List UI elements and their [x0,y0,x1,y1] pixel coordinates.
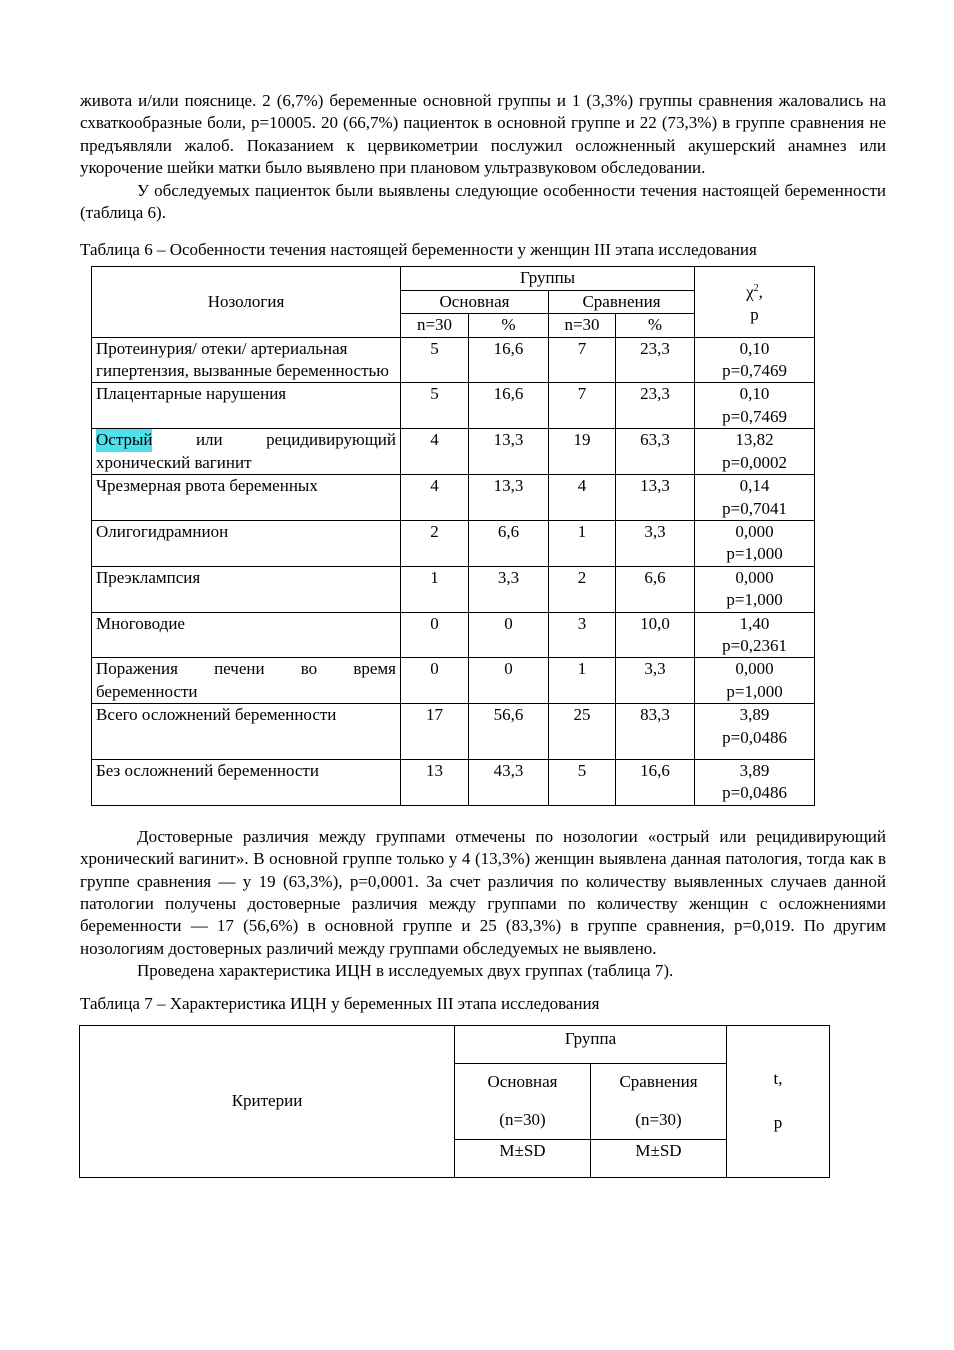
row-pct-comp: 10,0 [616,612,695,658]
table6-caption: Таблица 6 – Особенности течения настоящей беременности у женщин III этапа исследования [80,240,757,260]
row-nozology: Чрезмерная рвота беременных [92,475,401,521]
table-row [92,566,815,612]
row-chi-value: 3,89 [739,705,770,725]
row-n-main: 5 [401,337,469,383]
row-nozology-word: рецидивирующий [266,430,396,450]
row-chi-value: 0,000 [735,521,774,541]
row-n-main: 0 [401,612,469,658]
row-pct-main: 3,3 [469,566,549,612]
row-pct-comp: 63,3 [616,429,695,475]
row-nozology [92,658,401,704]
row-nozology-line1: Поражения печени во время [96,659,396,679]
table6-header-chi [695,267,815,337]
row-chi-value: 0,10 [739,338,770,358]
table6-header-pct-comp: % [616,314,695,337]
table7-header-group: Группа [455,1025,727,1063]
row-chi [695,520,815,566]
row-p-value: p=0,0486 [722,727,787,747]
row-pct-comp: 3,3 [616,520,695,566]
row-n-main: 5 [401,383,469,429]
row-nozology-word: или [195,430,223,450]
row-n-comp: 7 [549,383,616,429]
row-nozology: Олигогидрамнион [92,520,401,566]
row-nozology: Без осложнений беременности [92,759,401,805]
table-row [92,658,815,704]
row-p-value: p=0,7469 [722,406,787,426]
row-pct-comp: 83,3 [616,704,695,760]
row-chi-value: 1,40 [739,613,770,633]
row-chi-value: 0,10 [739,384,770,404]
row-n-main: 4 [401,475,469,521]
row-nozology: Протеинурия/ отеки/ артериальная гипертензия, вызванные беременностью [92,337,401,383]
row-n-comp: 3 [549,612,616,658]
table6-header-main: Основная [401,290,549,313]
table7-header-criteria: Критерии [80,1025,455,1177]
highlighted-word: Острый [96,429,152,451]
row-pct-comp: 6,6 [616,566,695,612]
row-pct-main: 16,6 [469,337,549,383]
row-pct-comp: 16,6 [616,759,695,805]
row-chi [695,612,815,658]
row-pct-comp: 13,3 [616,475,695,521]
table7-t-label: t, [773,1068,783,1088]
row-chi [695,658,815,704]
table7-caption: Таблица 7 – Характеристика ИЦН у беременных III этапа исследования [80,993,600,1013]
row-pct-main: 6,6 [469,520,549,566]
table-row [92,704,815,760]
document-page [80,90,886,1178]
row-p-value: p=0,0486 [722,783,787,803]
intro-paragraph-2: У обследуемых пациенток были выявлены следующие особенности течения настоящей беременности (таблица 6). [80,180,886,223]
row-pct-comp: 23,3 [616,337,695,383]
table6-header-n-comp: n=30 [549,314,616,337]
row-pct-main: 13,3 [469,429,549,475]
row-nozology [92,429,401,475]
row-n-comp: 1 [549,520,616,566]
row-pct-main: 16,6 [469,383,549,429]
row-n-comp: 1 [549,658,616,704]
row-n-main: 2 [401,520,469,566]
row-p-value: p=1,000 [726,590,783,610]
row-pct-main: 56,6 [469,704,549,760]
table7-p-label: p [773,1113,783,1133]
chi-superscript: 2 [753,282,759,294]
row-n-comp: 7 [549,337,616,383]
after-paragraph-1: Достоверные различия между группами отмечены по нозологии «острый или рецидивирующий хронический вагинит». В основной группе только у 4 (13,3%) женщин выявлена данная патология, тогда как в группе сравнения — у 19 (63,3%), p=0,0001. За счет различия по количеству выявленных случаев данной патологии получены достоверные различия между группами по количеству женщин с осложнениями беременности — 17 (56,6%) в основной группе и 25 (83,3%) в группе сравнения, p=0,019. По другим нозологиям достоверных различий между группами обследуемых не выявлено. [80,826,886,958]
intro-paragraph-1: живота и/или пояснице. 2 (6,7%) беременные основной группы и 1 (3,3%) группы сравнения жаловались на схваткообразные боли, р=10005. 20 (66,7%) пациенток в основной группе и 22 (73,3%) в группе сравнения не предъявляли жалоб. Показанием к цервикометрии послужил осложненный акушерский анамнез или укорочение шейки матки было выявлено при плановом ультразвуковом обследовании. [80,91,886,178]
table7-header-comp-n: (n=30) [591,1101,727,1139]
table7-msd-main: M±SD [455,1139,591,1177]
row-chi [695,337,815,383]
row-nozology: Всего осложнений беременности [92,704,401,760]
row-p-value: p=0,7469 [722,361,787,381]
row-nozology-line2: беременности [96,681,198,701]
row-chi-value: 0,14 [739,476,770,496]
table7-header-comparison: Сравнения [591,1063,727,1101]
table7 [79,1025,830,1178]
table-row [92,475,815,521]
table-row [92,612,815,658]
row-n-comp: 19 [549,429,616,475]
row-chi-value: 13,82 [735,430,774,450]
table7-msd-comp: M±SD [591,1139,727,1177]
table-row [92,759,815,805]
row-nozology: Плацентарные нарушения [92,383,401,429]
table-row [92,520,815,566]
row-chi [695,475,815,521]
table-row [92,337,815,383]
row-pct-main: 0 [469,658,549,704]
table7-header-main: Основная [455,1063,591,1101]
row-chi [695,759,815,805]
row-n-comp: 2 [549,566,616,612]
table6-header-n-main: n=30 [401,314,469,337]
chi-p-label: p [750,304,759,324]
row-pct-comp: 23,3 [616,383,695,429]
table7-header-t [727,1025,830,1177]
row-nozology-line2: хронический вагинит [96,452,252,472]
row-chi [695,566,815,612]
row-n-main: 13 [401,759,469,805]
row-p-value: p=0,7041 [722,498,787,518]
row-n-main: 17 [401,704,469,760]
table6-header-groups: Группы [401,267,695,290]
row-pct-main: 0 [469,612,549,658]
row-n-main: 1 [401,566,469,612]
row-p-value: p=1,000 [726,544,783,564]
chi-comma: , [758,282,763,302]
row-n-main: 4 [401,429,469,475]
row-nozology-line1 [96,429,396,451]
row-chi [695,383,815,429]
table6-header-nozology: Нозология [92,267,401,337]
row-n-comp: 4 [549,475,616,521]
row-nozology: Преэклампсия [92,566,401,612]
row-n-comp: 5 [549,759,616,805]
row-chi-value: 3,89 [739,760,770,780]
table6-header-comparison: Сравнения [549,290,695,313]
row-p-value: p=0,0002 [722,452,787,472]
table-row [92,383,815,429]
table6 [91,266,815,805]
row-n-main: 0 [401,658,469,704]
table-row [92,429,815,475]
row-chi-value: 0,000 [735,567,774,587]
row-chi [695,704,815,760]
row-pct-comp: 3,3 [616,658,695,704]
row-p-value: p=0,2361 [722,635,787,655]
table6-header-pct-main: % [469,314,549,337]
row-pct-main: 43,3 [469,759,549,805]
row-chi-value: 0,000 [735,659,774,679]
row-p-value: p=1,000 [726,681,783,701]
row-nozology: Многоводие [92,612,401,658]
row-chi [695,429,815,475]
row-pct-main: 13,3 [469,475,549,521]
row-n-comp: 25 [549,704,616,760]
chi-symbol: χ [746,282,754,302]
after-paragraph-2: Проведена характеристика ИЦН в исследуемых двух группах (таблица 7). [137,961,674,981]
table7-header-main-n: (n=30) [455,1101,591,1139]
